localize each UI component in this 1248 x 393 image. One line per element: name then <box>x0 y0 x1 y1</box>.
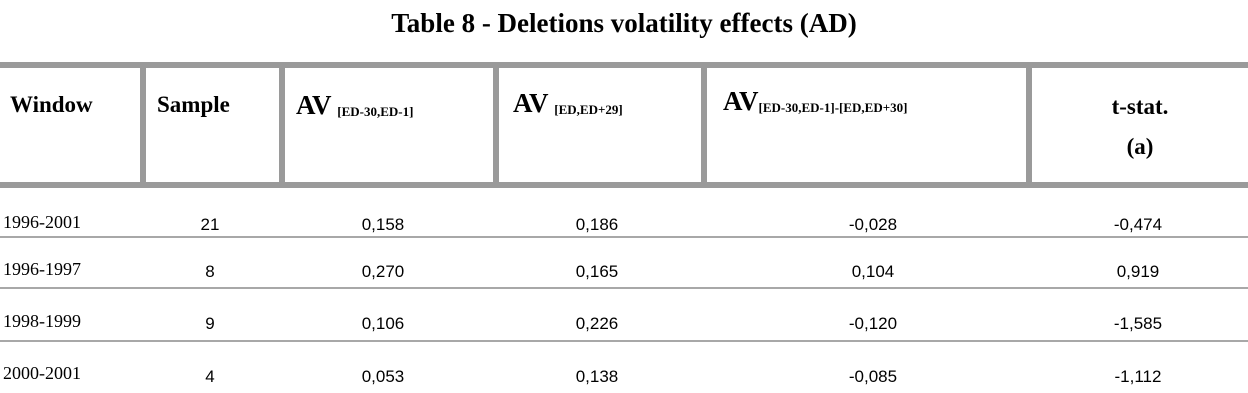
header-window: Window <box>10 92 93 117</box>
row-tstat: -1,585 <box>1113 314 1163 333</box>
row-tstat: -0,474 <box>1113 215 1163 234</box>
row-av-post: 0,226 <box>575 314 619 333</box>
header-av-pre-window: [ED-30,ED-1] <box>337 104 414 119</box>
header-sample: Sample <box>157 92 230 117</box>
row-av-post: 0,138 <box>575 367 619 386</box>
header-bottom-rule <box>0 182 1248 188</box>
header-tstat-note: (a) <box>1126 134 1154 159</box>
row-divider <box>0 287 1248 289</box>
row-av-post: 0,186 <box>575 215 619 234</box>
row-av-pre: 0,106 <box>361 314 405 333</box>
row-av-diff: -0,085 <box>848 367 898 386</box>
row-av-post: 0,165 <box>575 262 619 281</box>
row-av-pre: 0,053 <box>361 367 405 386</box>
row-tstat: -1,112 <box>1114 367 1162 386</box>
table-top-rule <box>0 62 1248 68</box>
row-av-pre: 0,270 <box>361 262 405 281</box>
header-av-post-main: AV <box>513 88 549 118</box>
row-av-diff: -0,120 <box>848 314 898 333</box>
row-sample: 21 <box>200 215 220 234</box>
header-av-diff-window: [ED-30,ED-1]-[ED,ED+30] <box>758 100 908 115</box>
row-av-pre: 0,158 <box>361 215 405 234</box>
row-sample: 8 <box>205 262 215 281</box>
row-window: 1996-2001 <box>3 212 81 232</box>
column-separator <box>493 66 499 184</box>
header-av-post-window: [ED,ED+29] <box>554 102 623 117</box>
row-window: 2000-2001 <box>3 363 81 383</box>
row-av-diff: 0,104 <box>851 262 895 281</box>
column-separator <box>279 66 285 184</box>
row-tstat: 0,919 <box>1116 262 1160 281</box>
column-separator <box>140 66 146 184</box>
header-av-pre <box>296 90 413 121</box>
header-av-diff <box>723 86 907 117</box>
row-window: 1996-1997 <box>3 259 81 279</box>
row-av-diff: -0,028 <box>848 215 898 234</box>
header-tstat-label: t-stat. <box>1111 94 1169 119</box>
table-title: Table 8 - Deletions volatility effects (AD) <box>391 8 857 38</box>
column-separator <box>701 66 707 184</box>
row-window: 1998-1999 <box>3 311 81 331</box>
header-av-pre-main: AV <box>296 90 332 120</box>
header-av-diff-main: AV <box>723 86 759 116</box>
row-sample: 4 <box>205 367 215 386</box>
row-divider <box>0 340 1248 342</box>
header-av-post <box>513 88 623 119</box>
row-sample: 9 <box>205 314 215 333</box>
row-divider <box>0 236 1248 238</box>
header-tstat <box>1032 94 1248 160</box>
